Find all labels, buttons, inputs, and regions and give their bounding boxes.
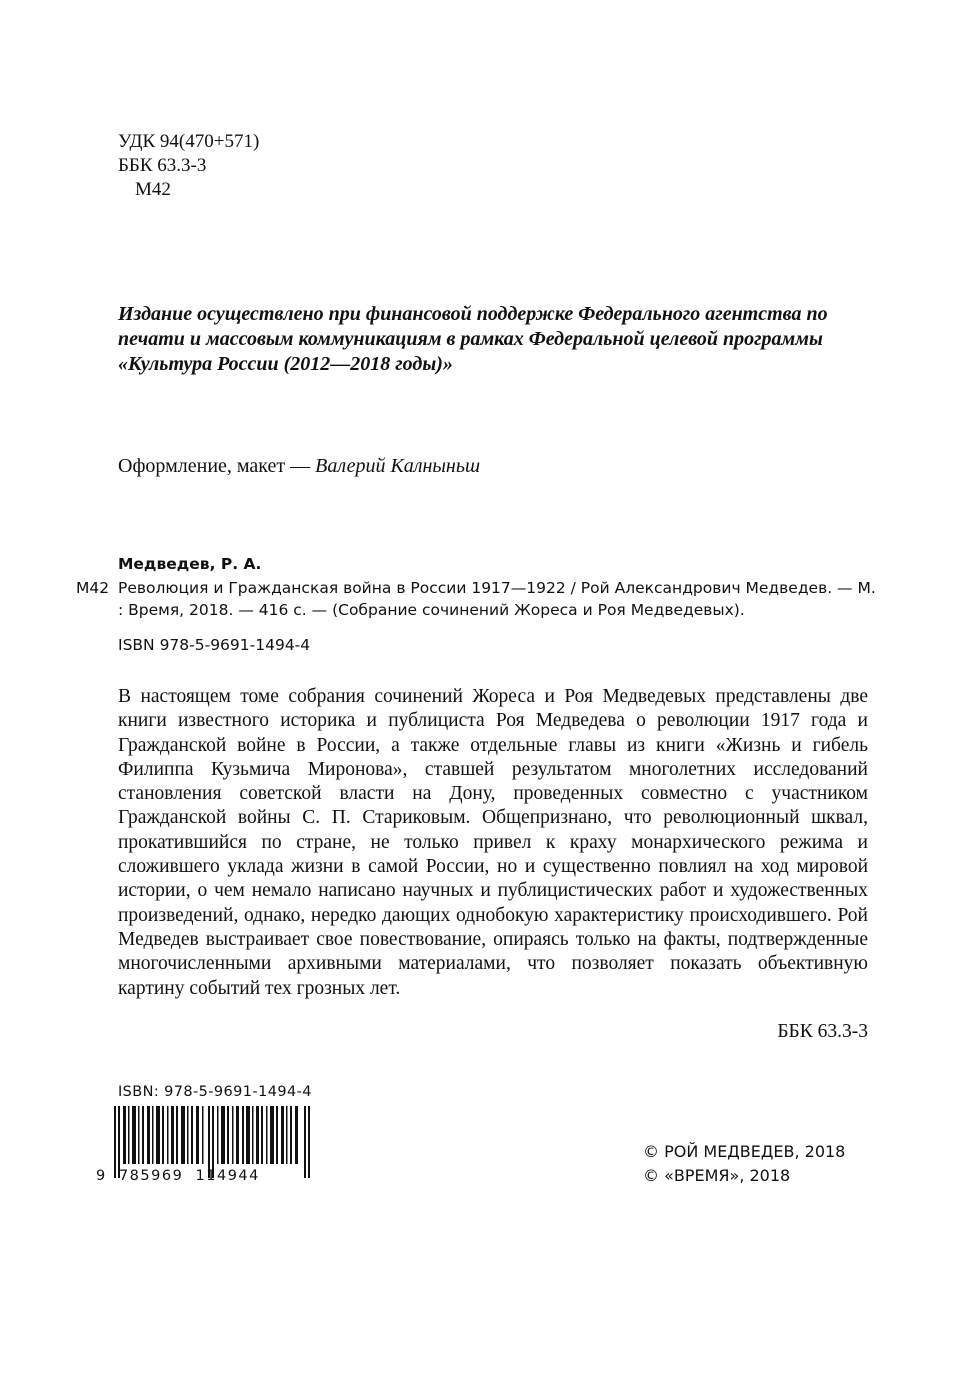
bbk-bottom: ББК 63.3-3 [777, 1021, 868, 1042]
designer-name: Валерий Калныньш [315, 455, 481, 477]
barcode-isbn: ISBN: 978-5-9691-1494-4 [118, 1084, 312, 1100]
copyright-publisher: © «ВРЕМЯ», 2018 [643, 1166, 791, 1185]
barcode-digits: 9 785969 114944 [96, 1168, 260, 1184]
annotation: В настоящем томе собрания сочинений Жореса и Роя Медведевых представлены две книги известного историка и публициста Роя Медведева о революции 1917 года и Гражданской войне в России, а также отдельные главы из книги «Жизнь и гибель Филиппа Кузьмича Миронова», ставшей результатом многолетних исследований становления советской власти на Дону, проведенных совместно с участником Гражданской войны С. П. Стариковым. Общепризнано, что революционный шквал, прокатившийся по стране, не только привел к краху монархического режима и сложившего уклада жизни в самой России, но и существенно повлиял на ход мировой истории, о чем немало написано научных и публицистических работ и художественных произведений, однако, нередко дающих однобокую характеристику происходившего. Рой Медведев выстраивает свое повествование, опираясь только на факты, подтвержденные многочисленными архивными материалами, что позволяет показать объективную картину событий тех грозных лет. [118, 686, 868, 999]
copyright-block [643, 1140, 845, 1188]
barcode-block [96, 1082, 326, 1192]
design-label: Оформление, макет — [118, 455, 316, 477]
author-mark: М42 [135, 179, 171, 200]
catalog-author: Медведев, Р. А. [118, 555, 262, 573]
catalog-code: М42 [76, 579, 110, 597]
udk-code: УДК 94(470+571) [118, 131, 260, 152]
copyright-author: © РОЙ МЕДВЕДЕВ, 2018 [643, 1142, 846, 1161]
funding-notice: Издание осуществлено при финансовой поддержке Федерального агентства по печати и массовым коммуникациям в рамках Федеральной целевой программы «Культура России (2012—2018 годы)» [118, 303, 828, 375]
catalog-description: Революция и Гражданская война в России 1917—1922 / Рой Александрович Медведев. — М. : Время, 2018. — 416 с. — (Собрание сочинений Жореса и Роя Медведевых). [118, 579, 876, 619]
classification-block [118, 130, 259, 202]
bbk-code: ББК 63.3-3 [118, 155, 207, 176]
design-credit [118, 453, 480, 479]
catalog-isbn: ISBN 978-5-9691-1494-4 [118, 636, 311, 654]
